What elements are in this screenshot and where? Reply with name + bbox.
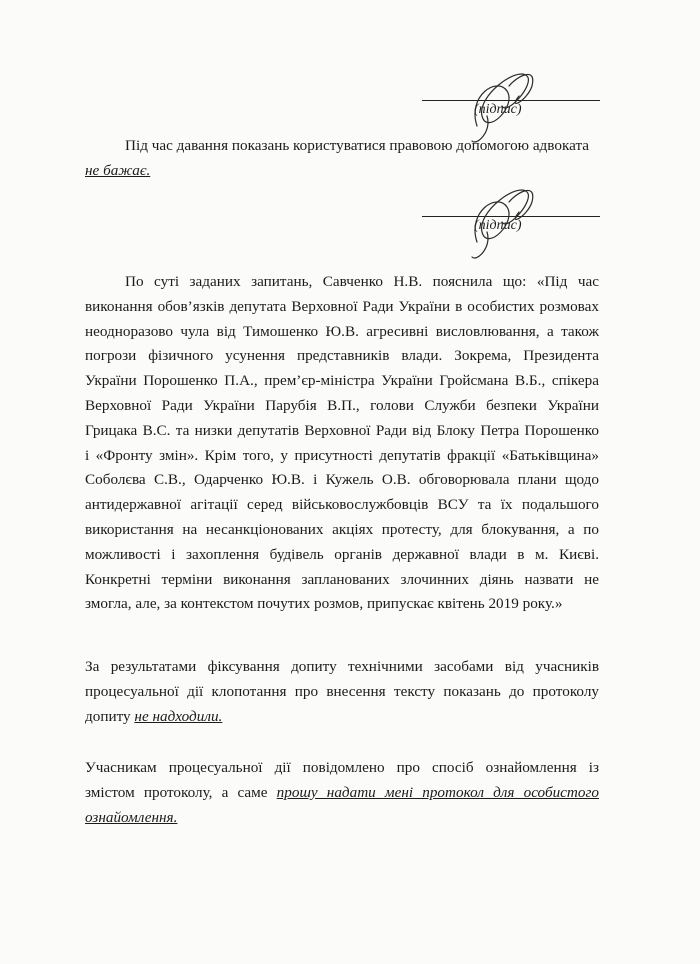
paragraph-line: процесуальної дії клопотання про внесення тексту показань до протоколу [85, 682, 599, 700]
paragraph-line: допиту [85, 707, 131, 725]
paragraph-line: використання на несанкціонованих акціях протесту, для блокування, а по [85, 520, 599, 538]
signature-caption: (підпис) [474, 218, 522, 233]
paragraph-line: Грицака В.С. та низки депутатів Верховної Ради від Блоку Петра Порошенко [85, 421, 599, 439]
paragraph-familiarization [85, 756, 599, 830]
paragraph-line: За результатами фіксування допиту технічними засобами від учасників [85, 658, 599, 675]
answer-text: не надходили. [134, 707, 223, 725]
paragraph-line: По суті заданих запитань, Савченко Н.В. пояснила що: «Під час [125, 273, 599, 290]
paragraph-line: України Порошенко П.А., прем’єр-міністра України Гройсмана В.Б., спікера [85, 372, 599, 390]
paragraph-line: погрози фізичного усунення представників влади. Зокрема, Президента [85, 347, 599, 365]
paragraph-line: виконання обов’язків депутата Верховної Ради України в особистих розмовах [85, 297, 599, 315]
answer-text: не бажає. [85, 161, 151, 179]
paragraph-line: антидержавної агітації серед військовослужбовців ВСУ та їх подальшого [85, 496, 599, 514]
paragraph-line: змістом протоколу, а саме [85, 783, 268, 801]
signature-caption: (підпис) [474, 102, 522, 117]
paragraph-line: Верховної Ради України Парубія В.П., голови Служби безпеки України [85, 396, 599, 414]
answer-text: ознайомлення. [85, 808, 178, 826]
signature-block-mid [422, 194, 600, 274]
handwritten-signature-icon [447, 172, 557, 282]
paragraph-testimony [85, 270, 599, 617]
paragraph-recording [85, 655, 599, 729]
answer-text: прошу надати мені протокол для особистого [276, 783, 599, 801]
paragraph-line: змогла, але, за контекстом почутих розмов, припускає квітень 2019 року.» [85, 595, 563, 613]
paragraph-line: і «Фронту змін». Крім того, у присутності депутатів фракції «Батьківщина» [85, 446, 599, 464]
paragraph-line: Конкретні терміни виконання запланованих злочинних діянь назвати не [85, 570, 599, 588]
paragraph-line: Соболєва С.В., Одарченко Ю.В. і Кужель О.В. обговорювала плани щодо [85, 471, 599, 489]
paragraph-line: Під час давання показань користуватися правовою допомогою адвоката [125, 137, 590, 154]
paragraph-line: Учасникам процесуальної дії повідомлено про спосіб ознайомлення із [85, 759, 599, 776]
paragraph-line: неодноразово чула від Тимошенко Ю.В. агресивні висловлювання, а також [85, 322, 599, 340]
paragraph-line: можливості і захоплення будівель органів державної влади в м. Києві. [85, 545, 599, 563]
